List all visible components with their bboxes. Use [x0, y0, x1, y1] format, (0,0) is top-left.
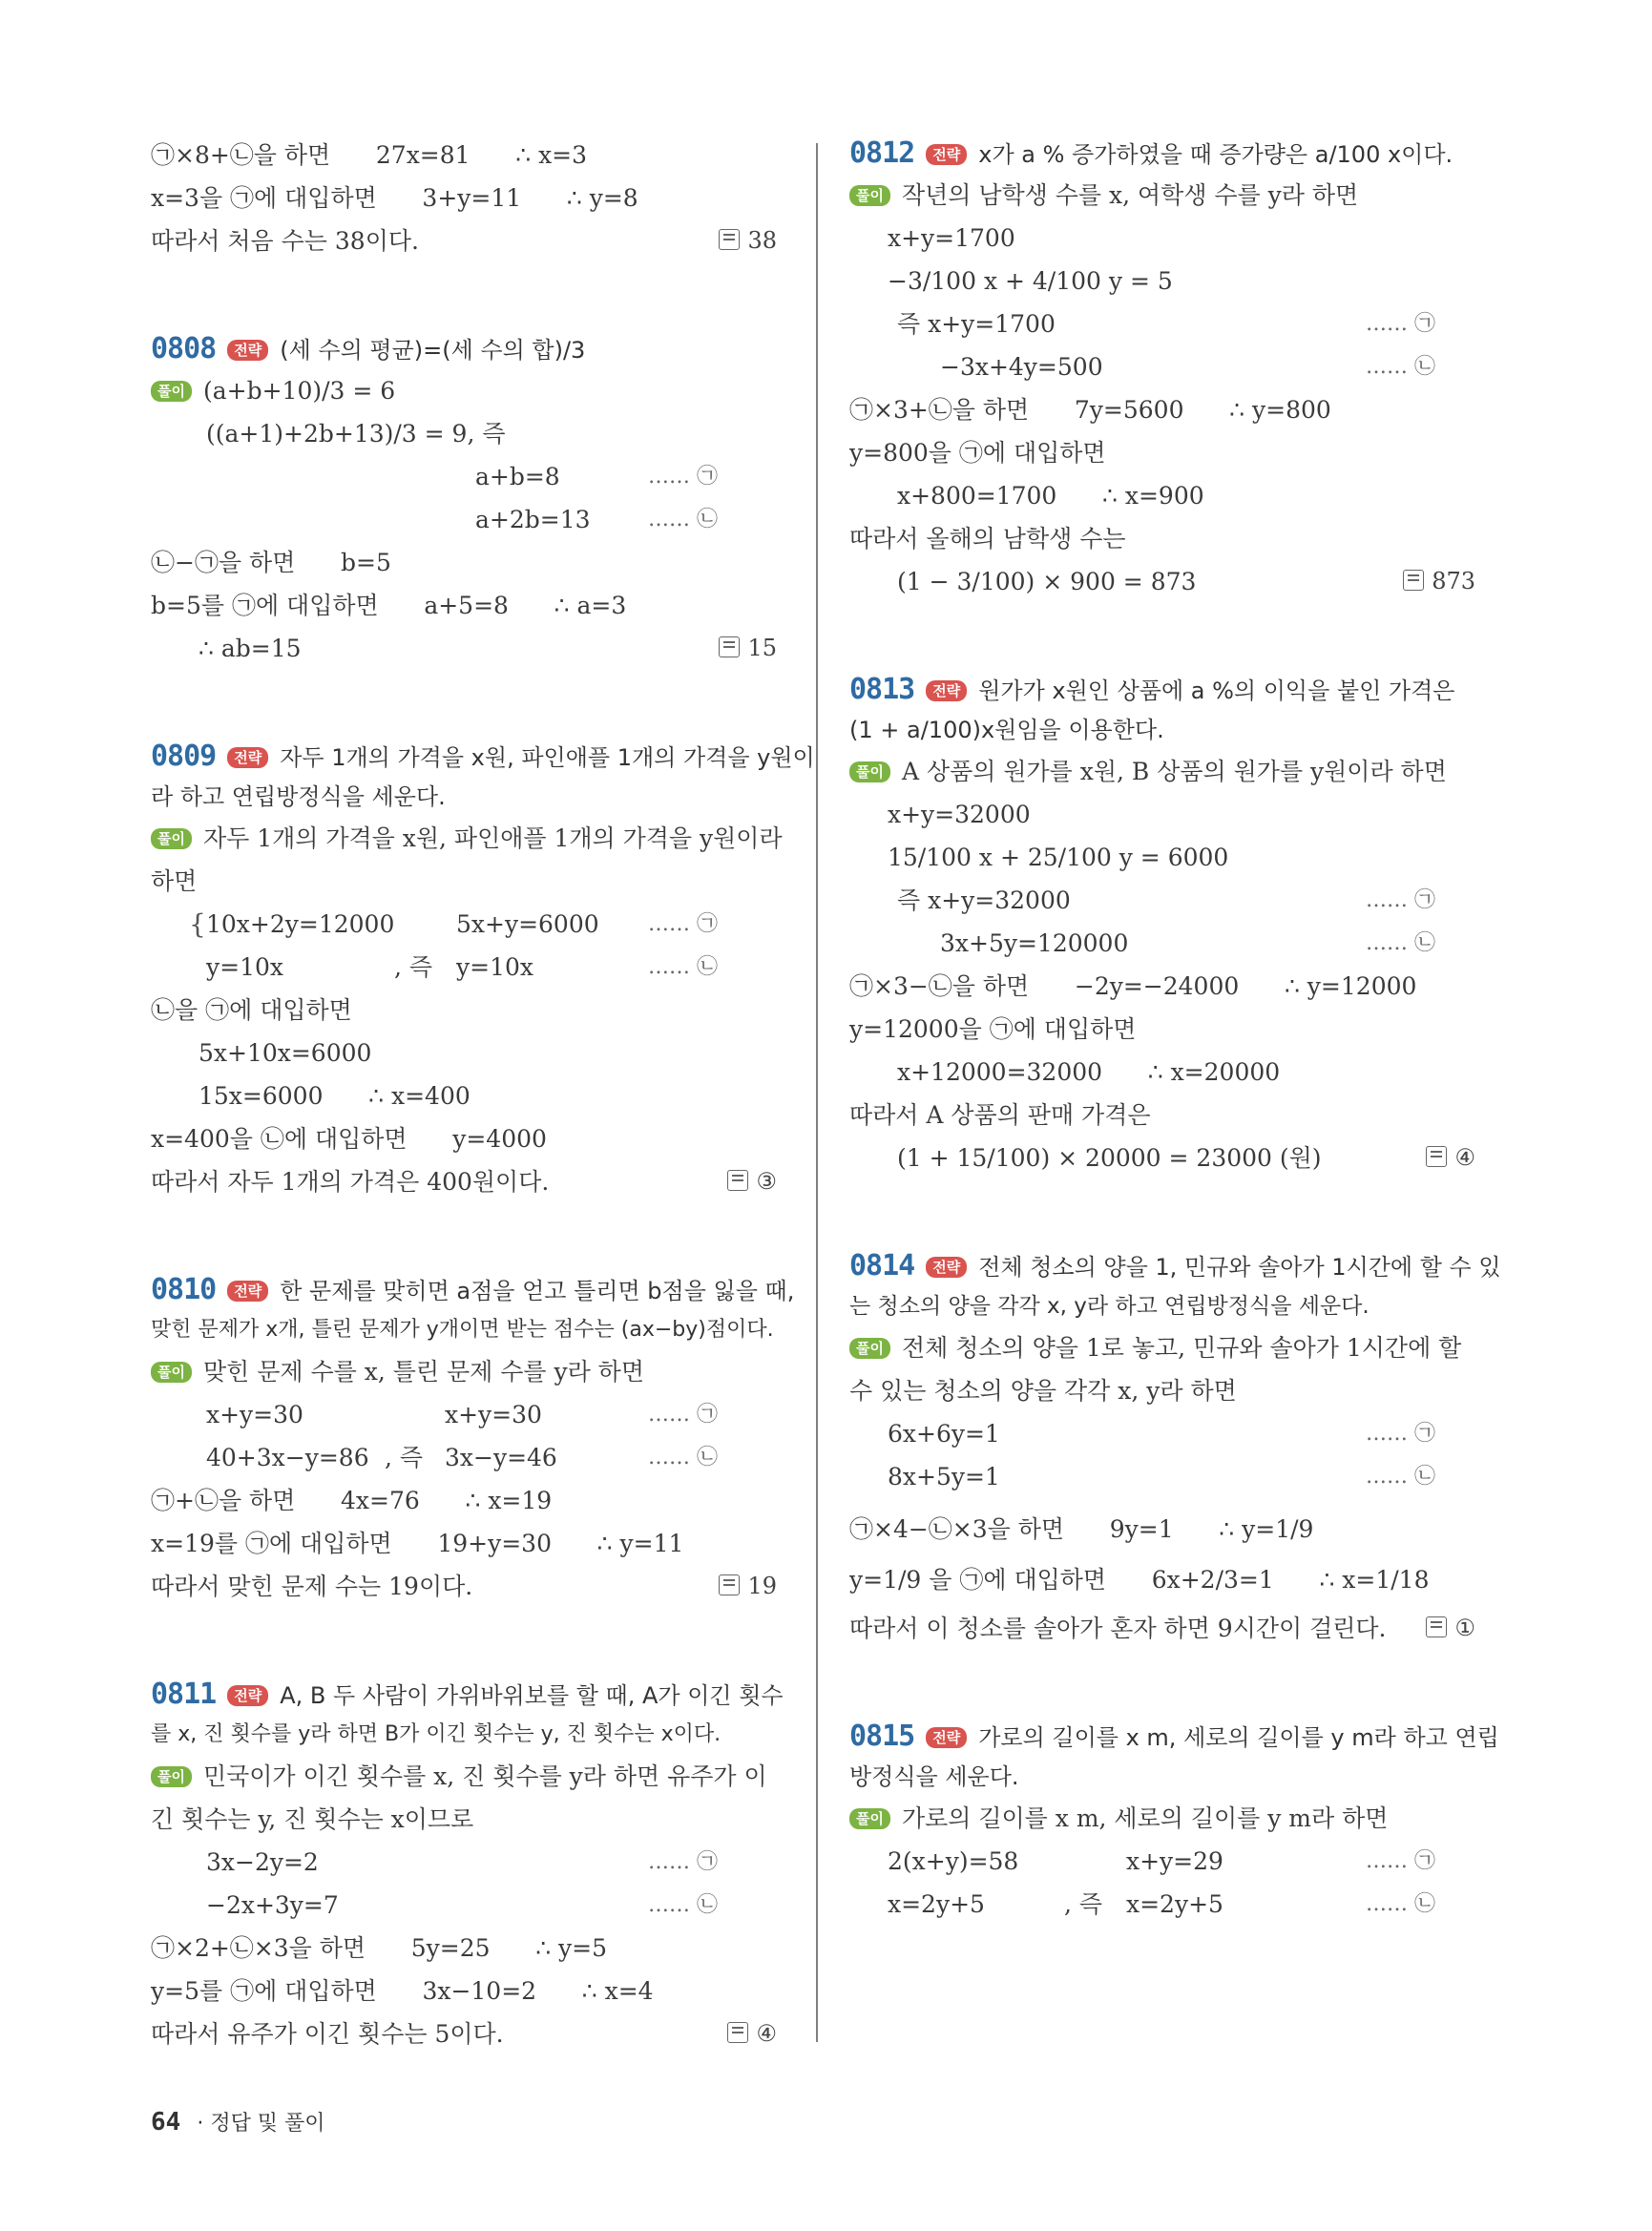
equation-system: [151, 369, 784, 412]
equation-system: [151, 498, 784, 541]
solution-text: 맞힌 문제 수를 x, 틀린 문제 수를 y라 하면: [202, 1358, 644, 1386]
equation-system: [151, 903, 784, 946]
equation-system: [151, 1436, 784, 1479]
strategy-text: 방정식을 세운다.: [849, 1763, 1019, 1790]
system-joiner: , 즉: [1064, 1890, 1103, 1918]
page-footer: [151, 2107, 325, 2137]
solution-line: [849, 560, 1483, 603]
solution-line: [849, 1326, 1483, 1369]
answer-icon: [1426, 1616, 1447, 1637]
equation-system: [849, 836, 1483, 879]
strategy-tag: 전략: [926, 680, 967, 701]
solution-line: [151, 1160, 784, 1203]
equation-mark: …… ㉡: [1366, 931, 1435, 955]
problem-header: [151, 737, 815, 777]
solution-tag: 풀이: [849, 761, 890, 782]
answer-badge: [719, 627, 777, 670]
solution-line: 따라서 올해의 남학생 수는: [849, 525, 1126, 553]
strategy-tag: 전략: [926, 144, 967, 165]
equation: 40+3x−y=86: [206, 1444, 369, 1471]
problem-number: 0813: [849, 673, 915, 706]
strategy-tag: 전략: [227, 340, 268, 361]
solution-line: y=1/9 을 ㉠에 대입하면 6x+2/3=1 ∴ x=1/18: [849, 1566, 1430, 1594]
solution-line: x=3을 ㉠에 대입하면 3+y=11 ∴ y=8: [151, 184, 638, 212]
equation: 3x+5y=120000: [940, 929, 1129, 957]
equation-mark: …… ㉠: [648, 1850, 718, 1874]
equation-system: [849, 793, 1483, 836]
strategy-text: 를 x, 진 횟수를 y라 하면 B가 이긴 횟수는 y, 진 횟수는 x이다.: [151, 1722, 721, 1746]
solution-text: 전체 청소의 양을 1로 놓고, 민규와 솔아가 1시간에 할: [901, 1334, 1462, 1362]
solution-line: y=5를 ㉠에 대입하면 3x−10=2 ∴ x=4: [151, 1977, 654, 2005]
strategy-text: 전체 청소의 양을 1, 민규와 솔아가 1시간에 할 수 있: [978, 1254, 1501, 1281]
solution-line: ㉠×4−㉡×3을 하면 9y=1 ∴ y=1/9: [849, 1515, 1314, 1543]
equation-system: [151, 1841, 784, 1884]
system-joiner: , 즉: [467, 420, 506, 448]
solution-line: 따라서 A 상품의 판매 가격은: [849, 1101, 1151, 1129]
equation: 10x+2y=12000: [206, 910, 395, 938]
equation-mark: …… ㉠: [1366, 1849, 1435, 1873]
solution-line: [849, 1797, 1483, 1840]
equation: −3/100 x + 4/100 y = 5: [888, 267, 1173, 295]
answer-icon: [1426, 1146, 1447, 1167]
equation-system: [849, 1840, 1483, 1883]
solution-line: [849, 1607, 1483, 1650]
page-number: 64: [151, 2108, 181, 2137]
equation: x+y=29: [1126, 1847, 1223, 1875]
answer-badge: [1403, 560, 1475, 603]
strategy-text: A, B 두 사람이 가위바위보를 할 때, A가 이긴 횟수: [280, 1682, 784, 1709]
answer-icon: [719, 636, 740, 657]
solution-line: ㉠×2+㉡×3을 하면 5y=25 ∴ y=5: [151, 1934, 608, 1962]
solution-line: x=19를 ㉠에 대입하면 19+y=30 ∴ y=11: [151, 1530, 684, 1557]
equation-system: [151, 412, 784, 455]
answer-badge: [1426, 1136, 1475, 1179]
solution-line: 하면: [151, 867, 198, 895]
answer-value: ①: [1454, 1615, 1475, 1641]
equation-mark: …… ㉠: [1366, 888, 1435, 912]
equation: (a+b+10)/3 = 6: [202, 377, 396, 405]
solution-line: ㉡을 ㉠에 대입하면: [151, 996, 352, 1024]
strategy-text: x가 a % 증가하였을 때 증가량은 a/100 x이다.: [978, 141, 1453, 168]
solution-text: ∴ ab=15: [199, 635, 302, 662]
equation-mark: …… ㉠: [648, 912, 718, 936]
equation: x+y=32000: [928, 886, 1071, 914]
equation-mark: …… ㉠: [1366, 1422, 1435, 1446]
solution-line: y=800을 ㉠에 대입하면: [849, 439, 1106, 467]
equation-system: [849, 1455, 1483, 1498]
solution-line: 긴 횟수는 y, 진 횟수는 x이므로: [151, 1805, 474, 1833]
problem-number: 0812: [849, 136, 915, 170]
equation-mark: …… ㉡: [1366, 1465, 1435, 1489]
solution-text: 따라서 자두 1개의 가격은 400원이다.: [151, 1168, 550, 1196]
equation-system: [151, 1884, 784, 1927]
equation-system: [849, 217, 1483, 260]
equation-system: [849, 260, 1483, 302]
equation-mark: …… ㉡: [648, 1893, 718, 1917]
solution-line: 수 있는 청소의 양을 각각 x, y라 하면: [849, 1377, 1237, 1405]
problem-header: [849, 1246, 1501, 1286]
solution-tag: 풀이: [151, 1362, 192, 1383]
problem-number: 0815: [849, 1720, 915, 1753]
equation-system: [151, 455, 784, 498]
strategy-text: (1 + a/100)x원임을 이용한다.: [849, 717, 1164, 743]
strategy-text: 라 하고 연립방정식을 세운다.: [151, 783, 446, 810]
solution-line: x+800=1700 ∴ x=900: [897, 482, 1204, 510]
strategy-text: 맞힌 문제가 x개, 틀린 문제가 y개이면 받는 점수는 (ax−by)점이다.: [151, 1318, 774, 1342]
solution-line: b=5를 ㉠에 대입하면 a+5=8 ∴ a=3: [151, 592, 627, 619]
equation: x=2y+5: [888, 1890, 985, 1918]
solution-text: (1 + 15/100) × 20000 = 23000 (원): [897, 1144, 1322, 1172]
equation: −2x+3y=7: [206, 1891, 339, 1919]
equation: 5x+y=6000: [456, 910, 599, 938]
system-label: 즉: [897, 886, 921, 914]
right-column: [849, 134, 1501, 1926]
equation: −3x+4y=500: [940, 353, 1103, 381]
footer-separator: ·: [197, 2112, 204, 2136]
solution-text: A 상품의 원가를 x원, B 상품의 원가를 y원이라 하면: [901, 758, 1447, 785]
equation-system: [849, 345, 1483, 388]
solution-text: 따라서 이 청소를 솔아가 혼자 하면 9시간이 걸린다.: [849, 1615, 1387, 1642]
answer-badge: [719, 219, 777, 262]
equation-mark: …… ㉡: [648, 1446, 718, 1470]
solution-line: ㉠×3−㉡을 하면 −2y=−24000 ∴ y=12000: [849, 972, 1417, 1000]
equation: ((a+1)+2b+13)/3 = 9: [206, 420, 468, 448]
solution-tag: 풀이: [849, 1808, 890, 1829]
equation: x=2y+5: [1126, 1890, 1223, 1918]
answer-badge: [719, 1565, 777, 1608]
problem-number: 0811: [151, 1678, 217, 1711]
answer-value: 15: [747, 635, 777, 661]
equation-system: [849, 1412, 1483, 1455]
strategy-text: 가로의 길이를 x m, 세로의 길이를 y m라 하고 연립: [978, 1724, 1499, 1751]
answer-badge: [727, 1160, 777, 1203]
solution-tag: 풀이: [151, 1766, 192, 1787]
system-joiner: , 즉: [394, 953, 433, 981]
problem-header: [849, 670, 1483, 710]
solution-line: x+12000=32000 ∴ x=20000: [897, 1058, 1281, 1086]
brace-icon: {: [189, 908, 206, 940]
strategy-tag: 전략: [227, 747, 268, 768]
answer-value: 19: [747, 1573, 777, 1599]
strategy-tag: 전략: [227, 1685, 268, 1706]
strategy-text: 한 문제를 맞히면 a점을 얻고 틀리면 b점을 잃을 때,: [280, 1278, 795, 1304]
solution-text: 자두 1개의 가격을 x원, 파인애플 1개의 가격을 y원이라: [202, 824, 783, 852]
answer-value: ③: [756, 1168, 777, 1195]
answer-value: ④: [1454, 1144, 1475, 1171]
solution-text: 따라서 처음 수는 38이다.: [151, 227, 419, 255]
solution-text: 가로의 길이를 x m, 세로의 길이를 y m라 하면: [901, 1804, 1389, 1832]
solution-line: [151, 219, 784, 262]
solution-line: ㉠×3+㉡을 하면 7y=5600 ∴ y=800: [849, 396, 1331, 424]
answer-icon: [719, 229, 740, 250]
equation: 3x−2y=2: [206, 1848, 319, 1876]
problem-header: [849, 1717, 1499, 1757]
equation-system: [151, 1393, 784, 1436]
problem-number: 0808: [151, 332, 217, 365]
answer-badge: [1426, 1607, 1475, 1650]
equation-mark: …… ㉡: [1366, 355, 1435, 379]
solution-tag: 풀이: [151, 381, 192, 402]
equation-mark: …… ㉠: [648, 1403, 718, 1427]
solution-line: [151, 1565, 784, 1608]
equation: 6x+6y=1: [888, 1420, 1000, 1448]
solution-text: 민국이가 이긴 횟수를 x, 진 횟수를 y라 하면 유주가 이: [202, 1762, 767, 1790]
answer-value: 873: [1432, 568, 1475, 594]
equation-system: [151, 946, 784, 989]
equation: y=10x: [456, 953, 533, 981]
equation-system: [849, 879, 1483, 922]
solution-text: 따라서 맞힌 문제 수는 19이다.: [151, 1573, 473, 1600]
answer-badge: [727, 2012, 777, 2055]
problem-header: [151, 329, 784, 369]
solution-line: [151, 627, 784, 670]
system-joiner: , 즉: [385, 1444, 424, 1471]
solution-line: ㉠+㉡을 하면 4x=76 ∴ x=19: [151, 1487, 553, 1514]
equation-mark: …… ㉡: [648, 508, 718, 532]
equation: 2(x+y)=58: [888, 1847, 1019, 1875]
solution-line: [151, 817, 784, 860]
solution-line: [849, 750, 1483, 793]
equation: 3x−y=46: [445, 1444, 557, 1471]
equation: a+2b=13: [475, 506, 591, 533]
answer-icon: [719, 1574, 740, 1595]
system-label: 즉: [897, 310, 921, 338]
equation: x+y=1700: [888, 224, 1015, 252]
equation: y=10x: [206, 953, 283, 981]
solution-line: [849, 174, 1483, 217]
solution-line: x=400을 ㉡에 대입하면 y=4000: [151, 1125, 547, 1153]
strategy-text: 원가가 x원인 상품에 a %의 이익을 붙인 가격은: [978, 678, 1455, 704]
solution-text: (1 − 3/100) × 900 = 873: [897, 568, 1197, 595]
strategy-tag: 전략: [926, 1257, 967, 1278]
strategy-text: 는 청소의 양을 각각 x, y라 하고 연립방정식을 세운다.: [849, 1294, 1370, 1319]
solution-line: [849, 1136, 1483, 1179]
equation-mark: …… ㉡: [1366, 1892, 1435, 1916]
equation: x+y=1700: [928, 310, 1056, 338]
answer-icon: [727, 1170, 748, 1191]
column-divider: [816, 143, 818, 2042]
solution-tag: 풀이: [849, 185, 890, 206]
answer-icon: [727, 2022, 748, 2043]
solution-line: 15x=6000 ∴ x=400: [199, 1082, 471, 1110]
solution-text: 따라서 유주가 이긴 횟수는 5이다.: [151, 2020, 504, 2048]
solution-line: ㉡−㉠을 하면 b=5: [151, 549, 391, 576]
strategy-tag: 전략: [227, 1281, 268, 1302]
equation: x+y=30: [206, 1401, 303, 1428]
equation: a+b=8: [475, 463, 560, 490]
answer-icon: [1403, 570, 1424, 591]
answer-value: ④: [756, 2020, 777, 2047]
equation-mark: …… ㉠: [1366, 312, 1435, 336]
solution-line: ㉠×8+㉡을 하면 27x=81 ∴ x=3: [151, 141, 588, 169]
problem-header: [849, 134, 1483, 174]
equation-mark: …… ㉡: [648, 955, 718, 979]
equation-system: [849, 922, 1483, 965]
strategy-tag: 전략: [926, 1727, 967, 1748]
problem-number: 0810: [151, 1273, 217, 1306]
problem-header: [151, 1270, 795, 1310]
problem-number: 0814: [849, 1249, 915, 1282]
answer-value: 38: [747, 227, 777, 254]
equation: 8x+5y=1: [888, 1463, 1000, 1491]
solution-line: 5x+10x=6000: [199, 1039, 372, 1067]
problem-number: 0809: [151, 740, 217, 773]
solution-line: [151, 1755, 784, 1798]
footer-label: 정답 및 풀이: [210, 2112, 325, 2136]
equation: x+y=32000: [888, 801, 1031, 828]
solution-line: [151, 2012, 784, 2055]
solution-tag: 풀이: [151, 828, 192, 849]
equation-system: [849, 302, 1483, 345]
solution-text: 작년의 남학생 수를 x, 여학생 수를 y라 하면: [901, 181, 1359, 209]
solution-tag: 풀이: [849, 1338, 890, 1359]
equation-system: [849, 1883, 1483, 1926]
equation-mark: …… ㉠: [648, 465, 718, 489]
solution-line: [151, 1350, 784, 1393]
problem-header: [151, 1675, 784, 1715]
strategy-text: (세 수의 평균)=(세 수의 합)/3: [280, 337, 586, 364]
strategy-text: 자두 1개의 가격을 x원, 파인애플 1개의 가격을 y원이: [280, 744, 815, 771]
solution-line: y=12000을 ㉠에 대입하면: [849, 1015, 1137, 1043]
left-column: [151, 134, 815, 2055]
equation: x+y=30: [445, 1401, 542, 1428]
equation: 15/100 x + 25/100 y = 6000: [888, 844, 1229, 871]
